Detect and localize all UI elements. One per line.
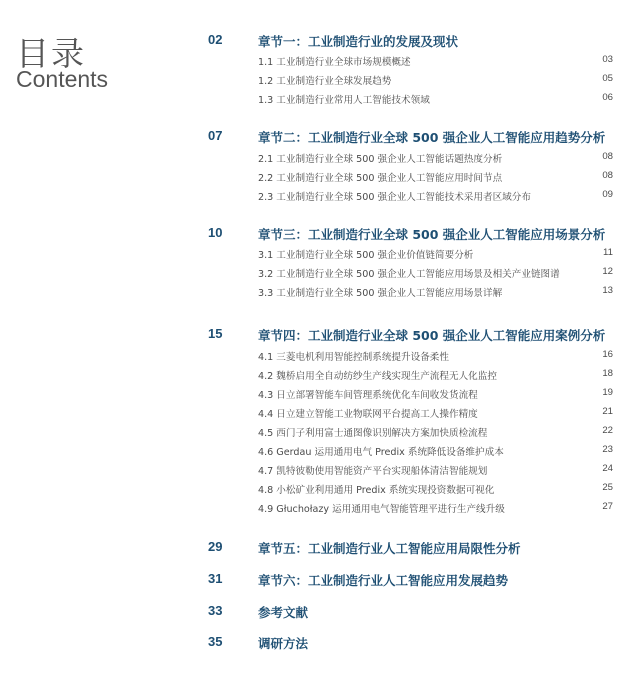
chapter-title: 参考文献 bbox=[258, 605, 309, 620]
section-page-number: 24 bbox=[602, 463, 613, 474]
section-entry[interactable] bbox=[0, 54, 640, 70]
section-entry[interactable] bbox=[0, 444, 640, 460]
section-title: 2.2 工业制造行业全球 500 强企业人工智能应用时间节点 bbox=[258, 173, 503, 184]
section-page-number: 06 bbox=[602, 92, 613, 103]
section-page-number: 08 bbox=[602, 170, 613, 181]
section-entry[interactable] bbox=[0, 170, 640, 186]
chapter-page-number: 35 bbox=[208, 634, 223, 649]
section-page-number: 22 bbox=[602, 425, 613, 436]
section-title: 4.2 魏桥启用全自动纺纱生产线实现生产流程无人化监控 bbox=[258, 371, 497, 382]
section-title: 4.8 小松矿业利用通用 Predix 系统实现投资数据可视化 bbox=[258, 485, 495, 496]
chapter-title: 章节一：工业制造行业的发展及现状 bbox=[258, 34, 459, 49]
chapter-page-number: 31 bbox=[208, 571, 223, 586]
section-title: 4.5 西门子利用富士通图像识别解决方案加快质检流程 bbox=[258, 428, 488, 439]
section-entry[interactable] bbox=[0, 189, 640, 205]
section-entry[interactable] bbox=[0, 151, 640, 167]
references-entry[interactable] bbox=[0, 603, 640, 621]
section-title: 4.1 三菱电机利用智能控制系统提升设备柔性 bbox=[258, 352, 449, 363]
section-entry[interactable] bbox=[0, 285, 640, 301]
section-page-number: 25 bbox=[602, 482, 613, 493]
chapter-title: 调研方法 bbox=[258, 636, 309, 651]
chapter-title: 章节三：工业制造行业全球 500 强企业人工智能应用场景分析 bbox=[258, 227, 606, 242]
section-title: 4.6 Gerdau 运用通用电气 Predix 系统降低设备维护成本 bbox=[258, 447, 504, 458]
section-page-number: 12 bbox=[602, 266, 613, 277]
section-title: 2.1 工业制造行业全球 500 强企业人工智能话题热度分析 bbox=[258, 154, 503, 165]
section-entry[interactable] bbox=[0, 425, 640, 441]
section-entry[interactable] bbox=[0, 387, 640, 403]
section-title: 4.7 凯特彼勒使用智能资产平台实现船体清洁智能规划 bbox=[258, 466, 488, 477]
section-entry[interactable] bbox=[0, 463, 640, 479]
section-title: 3.1 工业制造行业全球 500 强企业价值链简要分析 bbox=[258, 250, 474, 261]
section-entry[interactable] bbox=[0, 349, 640, 365]
chapter-page-number: 15 bbox=[208, 326, 223, 341]
chapter-entry[interactable] bbox=[0, 225, 640, 243]
section-page-number: 05 bbox=[602, 73, 613, 84]
section-page-number: 08 bbox=[602, 151, 613, 162]
section-entry[interactable] bbox=[0, 92, 640, 108]
section-page-number: 13 bbox=[602, 285, 613, 296]
chapter-title: 章节二：工业制造行业全球 500 强企业人工智能应用趋势分析 bbox=[258, 130, 606, 145]
methodology-entry[interactable] bbox=[0, 634, 640, 652]
section-page-number: 27 bbox=[602, 501, 613, 512]
section-title: 1.1 工业制造行业全球市场规模概述 bbox=[258, 57, 411, 68]
chapter-page-number: 10 bbox=[208, 225, 223, 240]
section-entry[interactable] bbox=[0, 73, 640, 89]
section-title: 1.2 工业制造行业全球发展趋势 bbox=[258, 76, 392, 87]
section-title: 4.9 Głuchołazy 运用通用电气智能管理平进行生产线升级 bbox=[258, 504, 505, 515]
section-entry[interactable] bbox=[0, 266, 640, 282]
section-title: 3.2 工业制造行业全球 500 强企业人工智能应用场景及相关产业链图谱 bbox=[258, 269, 560, 280]
section-title: 4.4 日立建立智能工业物联网平台提高工人操作精度 bbox=[258, 409, 478, 420]
section-title: 2.3 工业制造行业全球 500 强企业人工智能技术采用者区域分布 bbox=[258, 192, 531, 203]
section-entry[interactable] bbox=[0, 482, 640, 498]
chapter-title: 章节四：工业制造行业全球 500 强企业人工智能应用案例分析 bbox=[258, 328, 606, 343]
chapter-page-number: 29 bbox=[208, 539, 223, 554]
section-page-number: 21 bbox=[602, 406, 613, 417]
chapter-title: 章节六：工业制造行业人工智能应用发展趋势 bbox=[258, 573, 509, 588]
chapter-entry[interactable] bbox=[0, 326, 640, 344]
chapter-entry[interactable] bbox=[0, 539, 640, 557]
section-title: 1.3 工业制造行业常用人工智能技术领域 bbox=[258, 95, 430, 106]
chapter-page-number: 33 bbox=[208, 603, 223, 618]
section-page-number: 09 bbox=[602, 189, 613, 200]
chapter-page-number: 02 bbox=[208, 32, 223, 47]
section-title: 4.3 日立部署智能车间管理系统优化车间收发货流程 bbox=[258, 390, 478, 401]
section-entry[interactable] bbox=[0, 406, 640, 422]
section-entry[interactable] bbox=[0, 247, 640, 263]
chapter-entry[interactable] bbox=[0, 571, 640, 589]
section-page-number: 23 bbox=[602, 444, 613, 455]
toc-heading-chinese: 目录 bbox=[16, 34, 86, 73]
toc-heading-english: Contents bbox=[16, 66, 109, 92]
section-page-number: 18 bbox=[602, 368, 613, 379]
chapter-entry[interactable] bbox=[0, 32, 640, 50]
section-page-number: 16 bbox=[602, 349, 613, 360]
section-entry[interactable] bbox=[0, 501, 640, 517]
chapter-title: 章节五：工业制造行业人工智能应用局限性分析 bbox=[258, 541, 521, 556]
section-entry[interactable] bbox=[0, 368, 640, 384]
section-title: 3.3 工业制造行业全球 500 强企业人工智能应用场景详解 bbox=[258, 288, 503, 299]
chapter-entry[interactable] bbox=[0, 128, 640, 146]
section-page-number: 11 bbox=[603, 247, 613, 258]
section-page-number: 03 bbox=[602, 54, 613, 65]
section-page-number: 19 bbox=[602, 387, 613, 398]
chapter-page-number: 07 bbox=[208, 128, 223, 143]
